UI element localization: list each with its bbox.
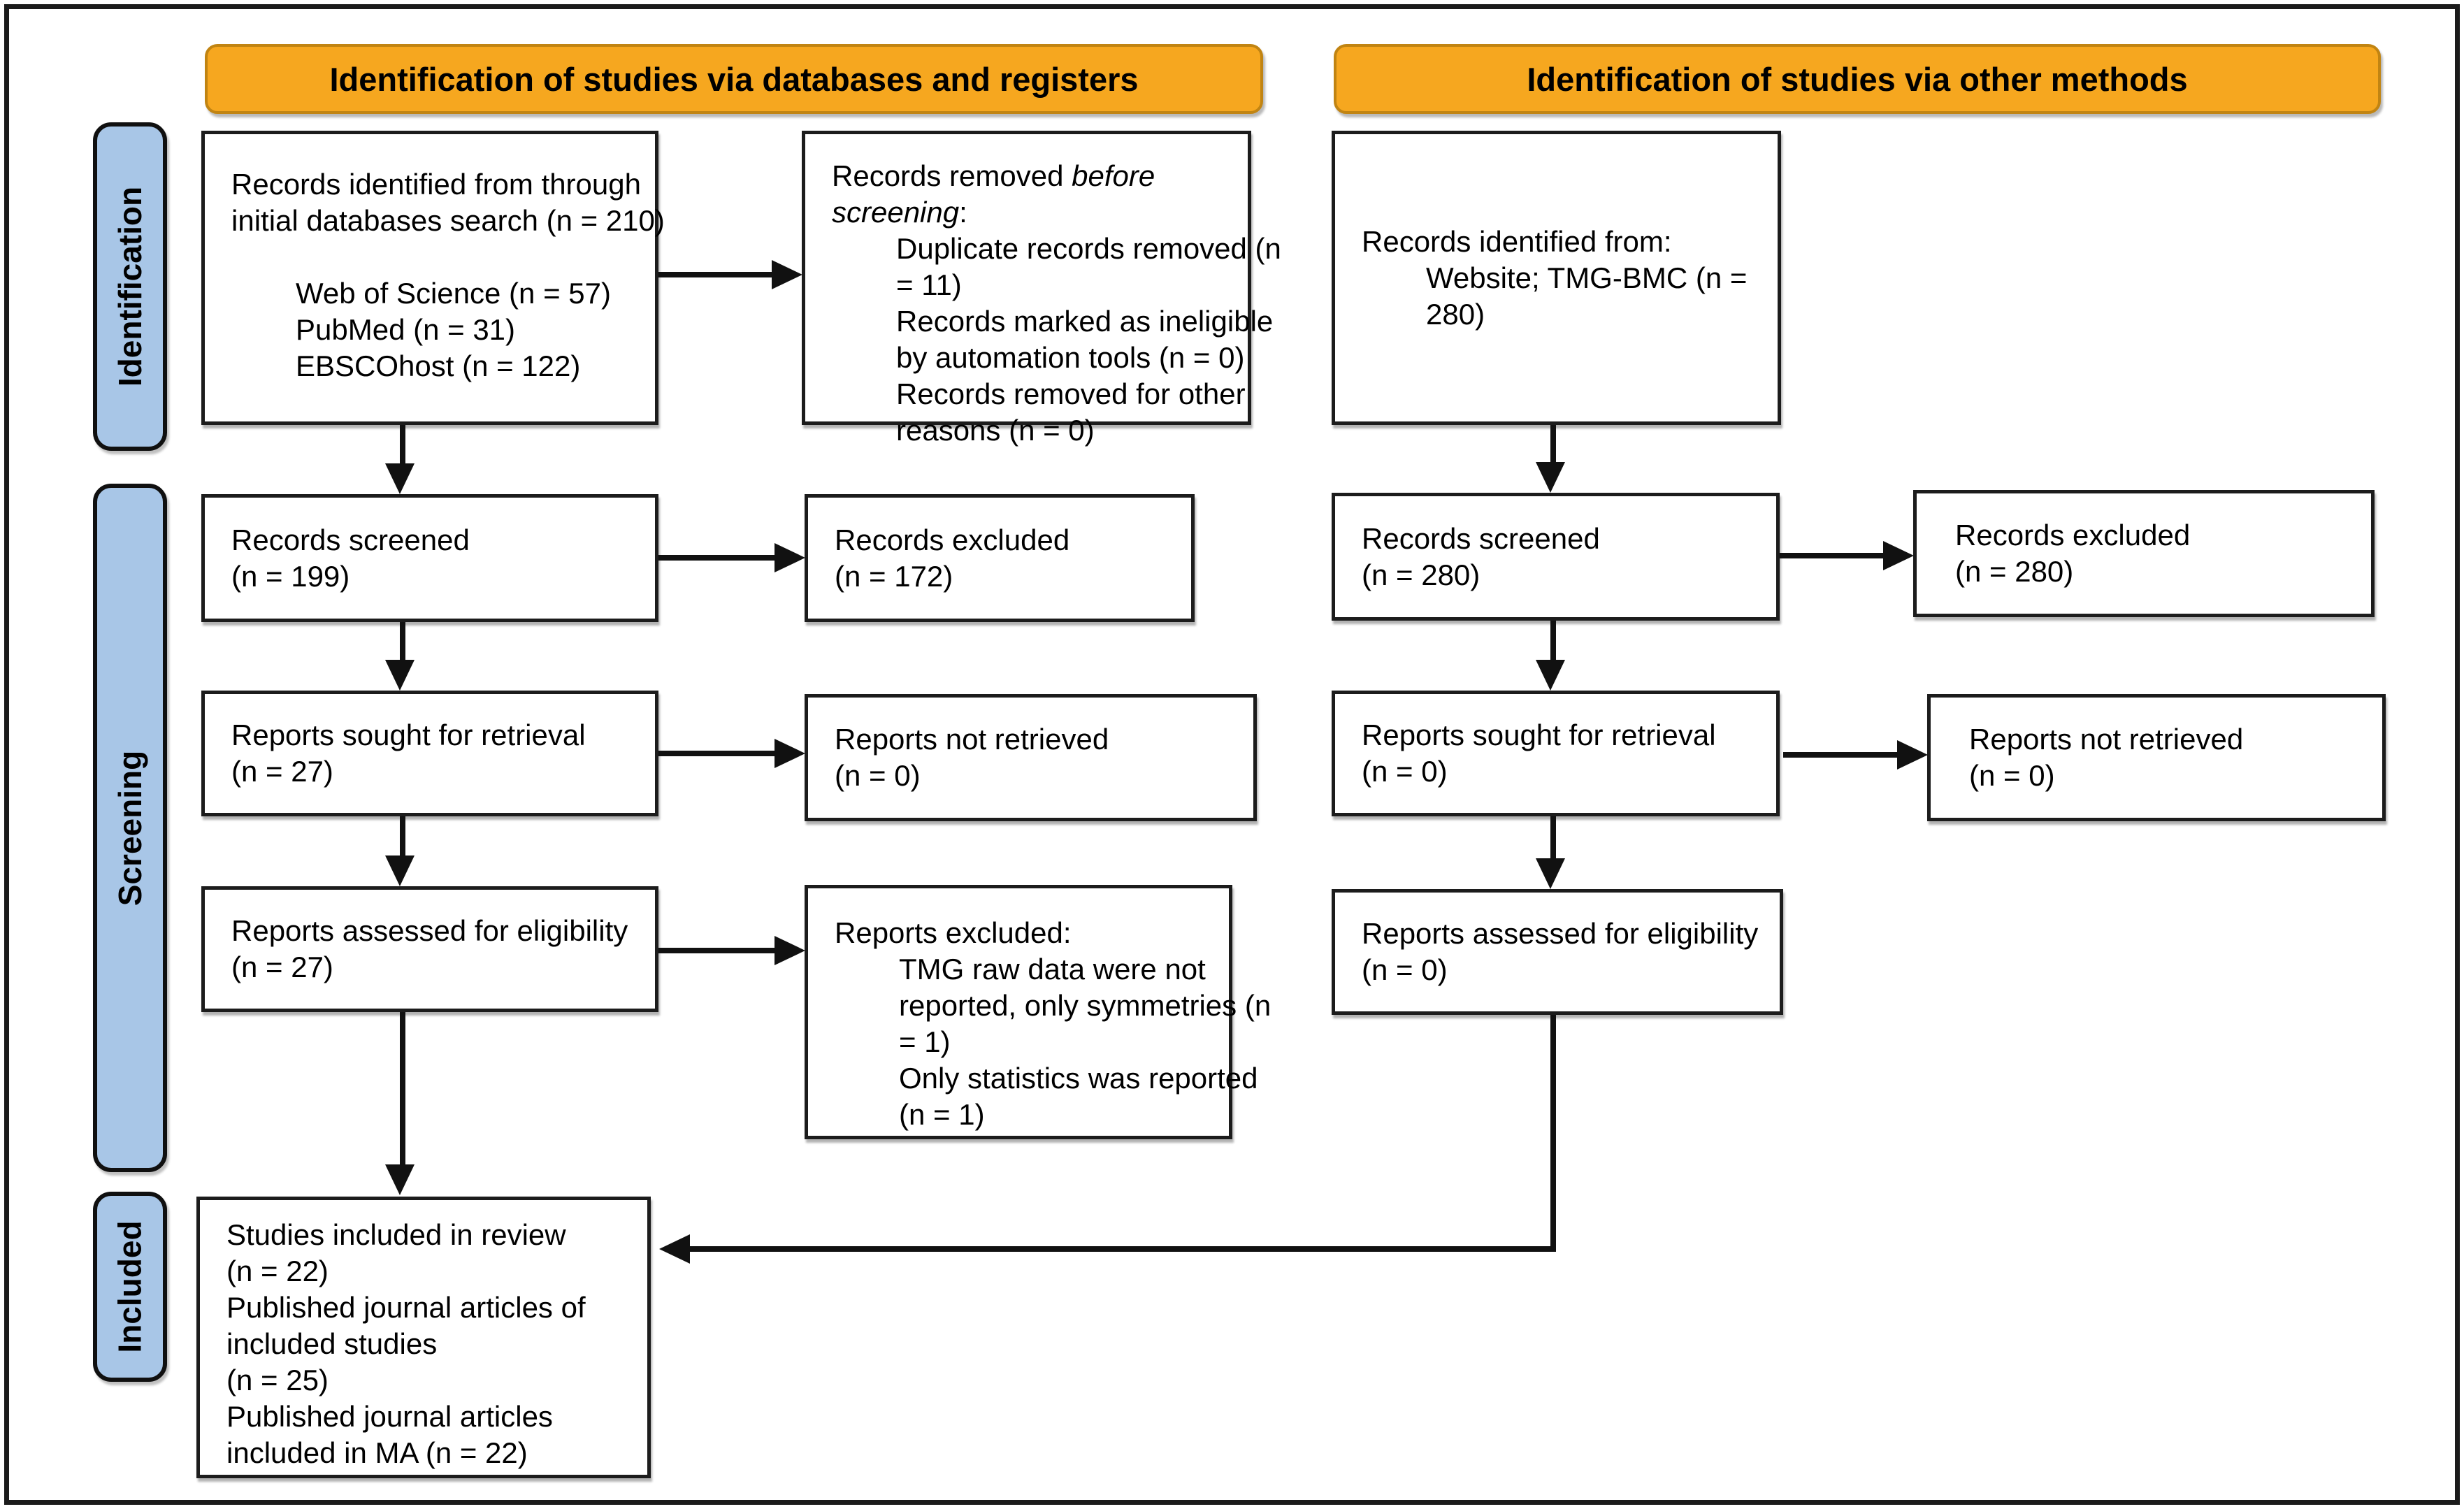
reports-assessed-left-n: (n = 27) [231, 951, 333, 983]
records-identified-other-line2: 280) [1426, 297, 1485, 331]
studies-included-line4: included studies [226, 1327, 438, 1360]
arrow-screened-to-excluded-right-line [1780, 553, 1883, 558]
arrow-assessed-to-excluded-left-line [658, 948, 774, 953]
stage-included [93, 1192, 167, 1382]
reports-not-retrieved-left-label: Reports not retrieved [835, 723, 1109, 756]
excluded-reason1-line3: = 1) [899, 1025, 951, 1058]
duplicates-removed-line2: = 11) [896, 268, 962, 301]
box-studies-included [196, 1197, 651, 1478]
records-removed-head1: Records removed before [832, 159, 1155, 192]
arrow-identified-to-removed-line [658, 272, 772, 277]
arrow-assessedright-elbow-vertical [1550, 1015, 1556, 1252]
stage-screening-label: Screening [112, 750, 149, 906]
reports-not-retrieved-left-n: (n = 0) [835, 759, 921, 792]
duplicates-removed-line1: Duplicate records removed (n [896, 232, 1281, 265]
box-records-screened-left [201, 494, 658, 622]
box-reports-assessed-right [1332, 889, 1783, 1015]
header-databases-label: Identification of studies via databases and registers [329, 60, 1139, 98]
header-databases-registers [205, 44, 1263, 114]
box-records-excluded-left [805, 494, 1195, 622]
records-screened-left-n: (n = 199) [231, 559, 350, 593]
records-identified-line1: Records identified from through [231, 168, 641, 201]
header-other-methods [1334, 44, 2381, 114]
arrow-screened-to-excluded-left-line [658, 555, 774, 561]
records-screened-right-n: (n = 280) [1362, 558, 1480, 591]
box-reports-sought-right [1332, 691, 1780, 816]
source-web-of-science: Web of Science (n = 57) [296, 277, 611, 310]
source-pubmed: PubMed (n = 31) [296, 313, 516, 346]
arrow-identified-to-screened-left-line [400, 425, 405, 463]
records-identified-line2: initial databases search (n = 210) [231, 204, 665, 237]
reports-sought-right-label: Reports sought for retrieval [1362, 719, 1716, 751]
ineligible-automation-line1: Records marked as ineligible [896, 305, 1274, 338]
source-ebscohost: EBSCOhost (n = 122) [296, 349, 581, 382]
reports-excluded-head: Reports excluded: [835, 916, 1072, 949]
box-records-excluded-right [1913, 490, 2375, 617]
box-reports-sought-left [201, 691, 658, 816]
arrow-screened-to-sought-left-line [400, 622, 405, 660]
reports-assessed-right-label: Reports assessed for eligibility [1362, 917, 1759, 950]
stage-screening [93, 484, 167, 1172]
records-screened-left-label: Records screened [231, 523, 470, 556]
stage-identification-label: Identification [112, 186, 149, 387]
header-other-label: Identification of studies via other methods [1527, 60, 2188, 98]
arrow-assessedright-elbow-horizontal [690, 1246, 1556, 1252]
arrow-identified-to-removed-head [772, 260, 802, 289]
arrow-screened-to-sought-right-line [1550, 621, 1556, 660]
removed-other-line2: reasons (n = 0) [896, 414, 1095, 447]
arrow-sought-to-assessed-right-head [1536, 858, 1565, 889]
records-identified-other-head: Records identified from: [1362, 224, 1672, 258]
reports-sought-right-n: (n = 0) [1362, 755, 1448, 788]
arrow-sought-to-notretrieved-left-line [658, 751, 774, 756]
reports-not-retrieved-right-n: (n = 0) [1969, 759, 2055, 792]
reports-sought-left-n: (n = 27) [231, 755, 333, 788]
box-reports-not-retrieved-left [805, 694, 1257, 821]
reports-sought-left-label: Reports sought for retrieval [231, 719, 586, 751]
arrow-sought-to-notretrieved-left-head [774, 739, 805, 768]
arrow-sought-to-notretrieved-right-head [1897, 740, 1928, 770]
box-records-removed-before-screening [802, 131, 1281, 447]
excluded-reason1-line1: TMG raw data were not [899, 953, 1206, 985]
arrow-sought-to-notretrieved-right-line [1783, 752, 1897, 758]
arrow-sought-to-assessed-left-head [385, 855, 415, 886]
arrow-sought-to-assessed-left-line [400, 816, 405, 855]
box-reports-assessed-left [201, 886, 658, 1012]
stage-included-label: Included [112, 1220, 148, 1353]
box-records-screened-right [1332, 493, 1780, 621]
studies-included-line5: (n = 25) [226, 1364, 329, 1396]
arrow-screened-to-excluded-left-head [774, 543, 805, 572]
studies-included-line6: Published journal articles [226, 1400, 553, 1433]
records-excluded-right-n: (n = 280) [1955, 555, 2074, 588]
box-records-identified-other [1332, 131, 1781, 425]
studies-included-line1: Studies included in review [226, 1218, 566, 1251]
excluded-reason2-line2: (n = 1) [899, 1098, 985, 1131]
arrow-screened-to-sought-right-head [1536, 660, 1565, 691]
arrow-assessed-to-included-head [385, 1164, 415, 1195]
records-excluded-left-label: Records excluded [835, 523, 1070, 556]
box-records-identified-databases [201, 131, 665, 425]
studies-included-line3: Published journal articles of [226, 1291, 586, 1324]
excluded-reason2-line1: Only statistics was reported [899, 1062, 1258, 1095]
removed-other-line1: Records removed for other [896, 377, 1246, 410]
arrow-identified-to-screened-left-head [385, 463, 415, 494]
arrow-screened-to-excluded-right-head [1883, 541, 1914, 570]
records-excluded-left-n: (n = 172) [835, 559, 953, 593]
studies-included-line2: (n = 22) [226, 1255, 329, 1287]
reports-not-retrieved-right-label: Reports not retrieved [1969, 723, 2244, 756]
arrow-screened-to-sought-left-head [385, 660, 415, 691]
records-screened-right-label: Records screened [1362, 521, 1600, 555]
records-removed-head2: screening: [832, 196, 967, 229]
stage-identification [93, 122, 167, 451]
reports-assessed-right-n: (n = 0) [1362, 953, 1448, 986]
arrow-identified-to-screened-right-line [1550, 425, 1556, 462]
arrow-assessed-to-excluded-left-head [774, 936, 805, 965]
box-reports-not-retrieved-right [1927, 694, 2386, 821]
records-excluded-right-label: Records excluded [1955, 519, 2191, 551]
reports-assessed-left-label: Reports assessed for eligibility [231, 914, 628, 947]
ineligible-automation-line2: by automation tools (n = 0) [896, 341, 1245, 374]
arrow-identified-to-screened-right-head [1536, 462, 1565, 493]
box-reports-excluded-reasons [805, 885, 1271, 1139]
blank-line [231, 239, 634, 275]
arrow-sought-to-assessed-right-line [1550, 816, 1556, 858]
studies-included-line7: included in MA (n = 22) [226, 1436, 528, 1469]
arrow-assessedright-to-included-head [659, 1234, 690, 1264]
arrow-assessed-to-included-line [400, 1012, 405, 1164]
records-identified-other-line1: Website; TMG-BMC (n = [1426, 261, 1748, 294]
excluded-reason1-line2: reported, only symmetries (n [899, 989, 1271, 1022]
